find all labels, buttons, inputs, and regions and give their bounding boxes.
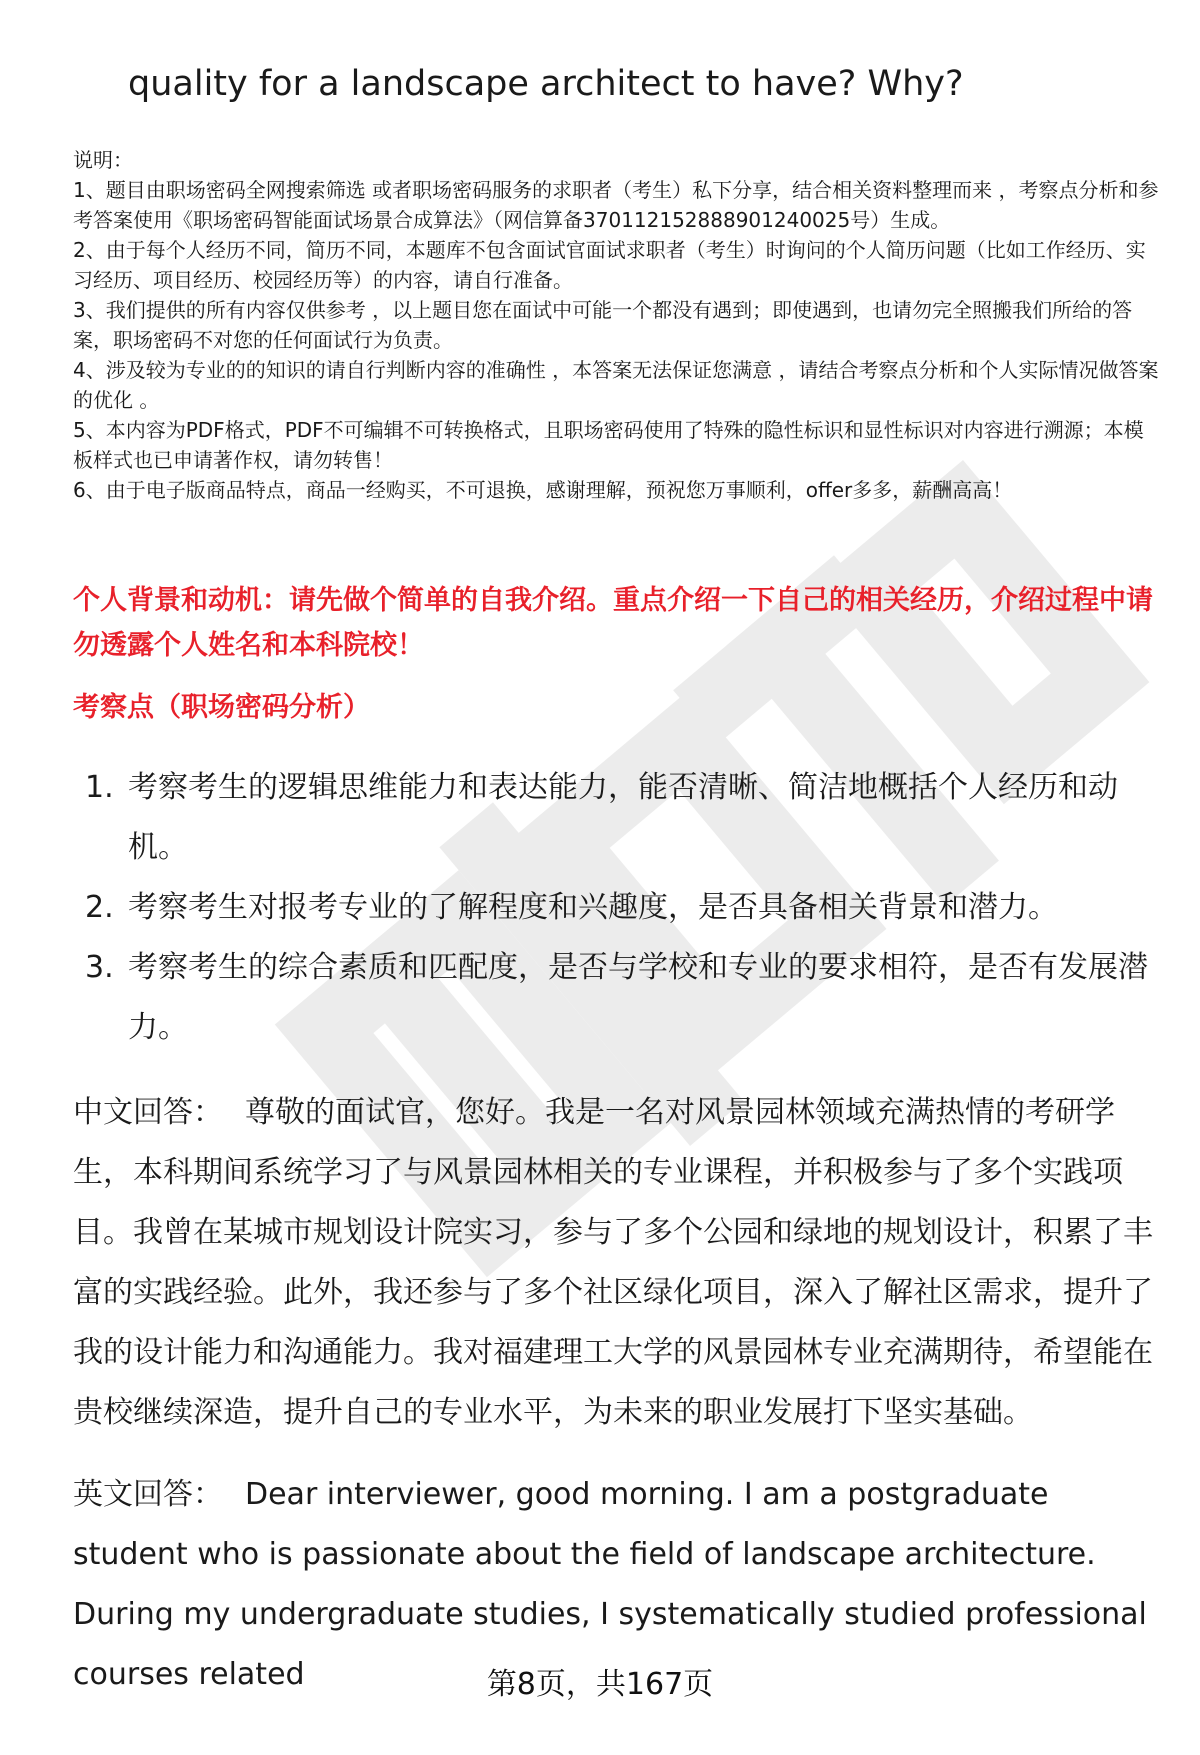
page-number-footer: 第8页，共167页 (486, 1667, 714, 1702)
analysis-point (73, 878, 1153, 938)
disclaimer-notes (73, 145, 1163, 505)
analysis-point (73, 938, 1153, 1058)
chinese-answer (73, 1083, 1153, 1443)
chinese-answer-text: 尊敬的面试官，您好。我是一名对风景园林领域充满热情的考研学生，本科期间系统学习了与风景园林相关的专业课程，并积极参与了多个实践项目。我曾在某城市规划设计院实习，参与了多个公园和绿地的规划设计，积累了丰富的实践经验。此外，我还参与了多个社区绿化项目，深入了解社区需求，提升了我的设计能力和沟通能力。我对福建理工大学的风景园林专业充满期待，希望能在贵校继续深造，提升自己的专业水平，为未来的职业发展打下坚实基础。 (73, 1095, 1153, 1430)
analysis-heading: 考察点（职场密码分析） (73, 692, 370, 723)
point-text: 考察考生的综合素质和匹配度，是否与学校和专业的要求相符，是否有发展潜力。 (128, 950, 1148, 1045)
notes-item-3: 3、我们提供的所有内容仅供参考 ，以上题目您在面试中可能一个都没有遇到；即使遇到，也请勿完全照搬我们所给的答案，职场密码不对您的任何面试行为负责。 (73, 298, 1133, 352)
notes-item-2: 2、由于每个人经历不同，简历不同，本题库不包含面试官面试求职者（考生）时询问的个人简历问题（比如工作经历、实习经历、项目经历、校园经历等）的内容，请自行准备。 (73, 238, 1146, 292)
point-number: 3. (85, 950, 114, 985)
notes-heading: 说明： (73, 148, 133, 172)
notes-item-6: 6、由于电子版商品特点，商品一经购买，不可退换，感谢理解，预祝您万事顺利，offer多多，薪酬高高！ (73, 478, 1013, 502)
point-number: 1. (85, 770, 114, 805)
english-answer-text: Dear interviewer, good morning. I am a postgraduate student who is passionate about the field of landscape architecture. During my undergraduate studies, I systematically studied professional courses related (73, 1477, 1147, 1692)
point-text: 考察考生对报考专业的了解程度和兴趣度，是否具备相关背景和潜力。 (128, 890, 1058, 925)
point-number: 2. (85, 890, 114, 925)
point-text: 考察考生的逻辑思维能力和表达能力，能否清晰、简洁地概括个人经历和动机。 (128, 770, 1118, 865)
notes-item-1: 1、题目由职场密码全网搜索筛选 或者职场密码服务的求职者（考生）私下分享，结合相关资料整理而来 ，考察点分析和参考答案使用《职场密码智能面试场景合成算法》（网信算备370112152888901240025号）生成。 (73, 178, 1159, 232)
notes-item-5: 5、本内容为PDF格式，PDF不可编辑不可转换格式，且职场密码使用了特殊的隐性标识和显性标识对内容进行溯源；本模板样式也已申请著作权，请勿转售！ (73, 418, 1144, 472)
analysis-points-list (73, 758, 1153, 1058)
analysis-point (73, 758, 1153, 878)
english-answer-label: 英文回答： (73, 1477, 223, 1512)
notes-item-4: 4、涉及较为专业的的知识的请自行判断内容的准确性 ，本答案无法保证您满意 ，请结合考察点分析和个人实际情况做答案的优化 。 (73, 358, 1159, 412)
chinese-answer-label: 中文回答： (73, 1095, 223, 1130)
question-continuation: quality for a landscape architect to have? Why? (128, 64, 964, 104)
question-heading: 个人背景和动机：请先做个简单的自我介绍。重点介绍一下自己的相关经历，介绍过程中请勿透露个人姓名和本科院校！ (73, 585, 1153, 661)
